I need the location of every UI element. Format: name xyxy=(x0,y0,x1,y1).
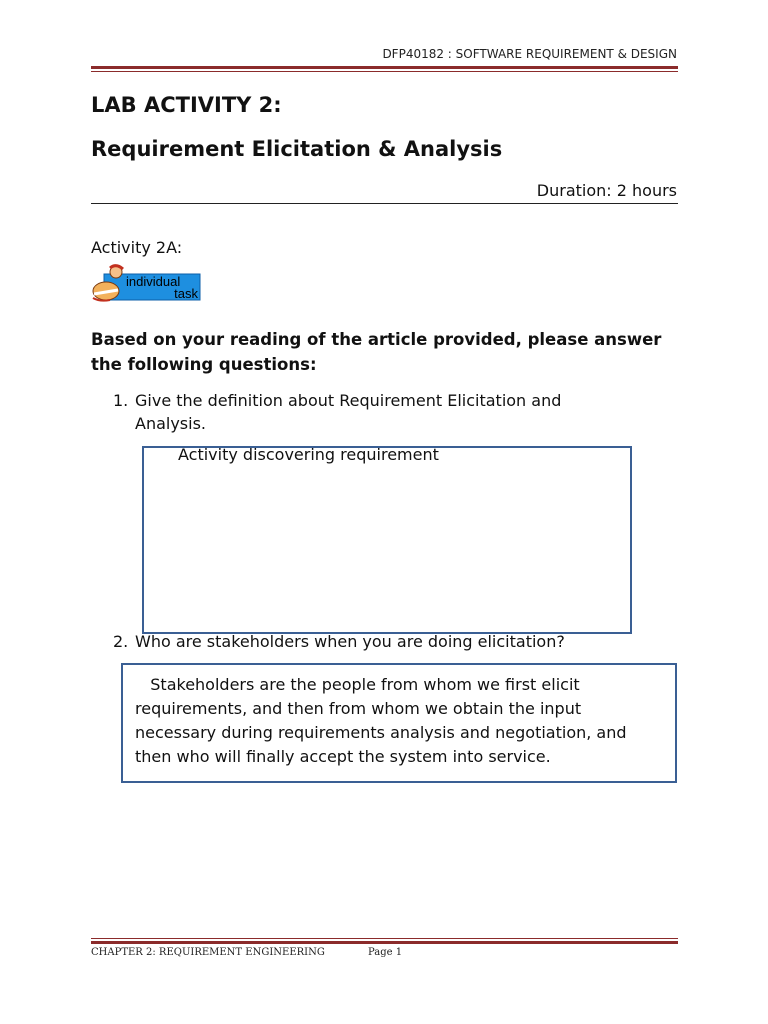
answer-2-line-1: Stakeholders are the people from whom we first elicit xyxy=(135,675,580,694)
lab-duration: Duration: 2 hours xyxy=(536,181,677,200)
instructions: Based on your reading of the article provided, please answer the following questions: xyxy=(91,330,662,374)
title-divider xyxy=(91,203,678,204)
lab-title: LAB ACTIVITY 2: xyxy=(91,93,282,117)
question-2-text: Who are stakeholders when you are doing elicitation? xyxy=(135,632,565,651)
question-2-number: 2. xyxy=(113,632,129,651)
header-course-title: DFP40182 : SOFTWARE REQUIREMENT & DESIGN xyxy=(382,47,677,61)
footer-rule-thin xyxy=(91,938,678,939)
answer-box-1[interactable] xyxy=(142,446,632,634)
answer-2-text xyxy=(135,673,680,769)
individual-task-badge xyxy=(90,264,202,304)
answer-1-text: Activity discovering requirement xyxy=(178,445,439,464)
badge-line2: task xyxy=(174,286,198,301)
answer-2-line-3: necessary during requirements analysis and negotiation, and xyxy=(135,723,627,742)
footer-chapter: CHAPTER 2: REQUIREMENT ENGINEERING xyxy=(91,947,325,958)
question-1-number: 1. xyxy=(113,391,129,410)
answer-2-line-2: requirements, and then from whom we obtain the input xyxy=(135,699,582,718)
answer-2-line-4: then who will finally accept the system into service. xyxy=(135,747,551,766)
header-rule-thin xyxy=(91,71,678,72)
footer-page-number: Page 1 xyxy=(368,947,403,958)
question-1 xyxy=(113,389,605,435)
footer-rule-thick xyxy=(91,941,678,944)
question-1-text: Give the definition about Requirement Elicitation and Analysis. xyxy=(135,391,562,433)
badge-line1: individual xyxy=(126,274,181,289)
question-2 xyxy=(113,630,605,653)
header-rule-thick xyxy=(91,66,678,69)
activity-label: Activity 2A: xyxy=(91,238,183,257)
lab-subtitle: Requirement Elicitation & Analysis xyxy=(91,137,503,161)
individual-task-badge-icon xyxy=(90,264,202,304)
